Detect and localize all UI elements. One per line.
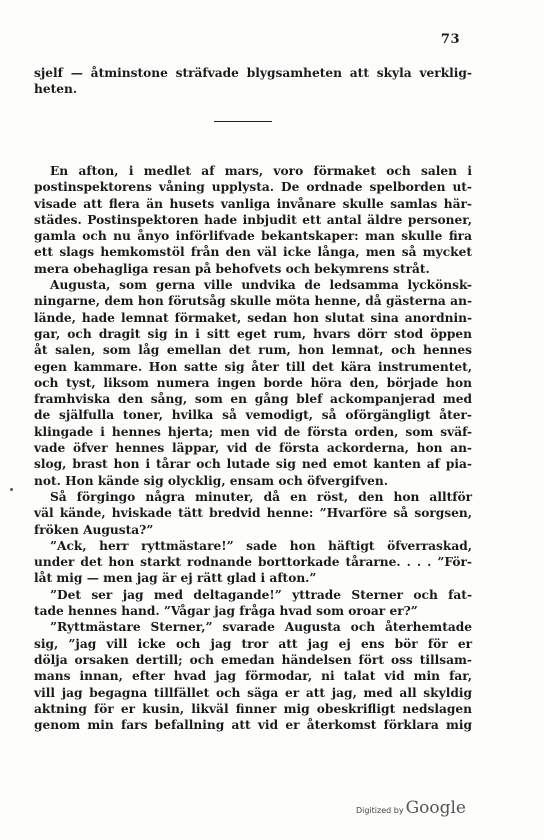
text-line: dölja orsaken dertill; och emedan händelsen fört oss tillsam-	[34, 652, 472, 667]
text-line: framhviska den sång, som en gång blef ackompanjerad med	[34, 392, 472, 407]
text-line: städes. Postinspektoren hade inbjudit ett antal äldre personer,	[34, 212, 472, 227]
text-line: under det hon starkt rodnande borttorkade tårarne. . . . ”För-	[34, 555, 472, 570]
margin-mark	[10, 488, 13, 491]
google-logo: Google	[405, 798, 466, 818]
text-line: väl kände, hviskade tätt bredvid henne: ”Hvarföre så sorgsen,	[34, 506, 472, 521]
text-line: not. Hon kände sig olycklig, ensam och öfvergifven.	[34, 473, 388, 488]
text-line: tade hennes hand. ”Vågar jag fråga hvad som oroar er?”	[34, 604, 418, 619]
text-line: postinspektorens våning upplysta. De ordnade spelborden ut-	[34, 180, 472, 195]
text-line: lände, hade lemnat förmaket, sedan hon slutat sina anordnin-	[34, 310, 472, 325]
text-line: vill jag begagna tillfället och säga er att jag, med all skyldig	[34, 685, 472, 700]
text-line: Augusta, som gerna ville undvika de ledsamma lyckönsk-	[50, 278, 472, 293]
text-line: ”Det ser jag med deltagande!” yttrade Sterner och fat-	[50, 587, 472, 602]
text-line: mans innan, efter hvad jag förmodar, ni talat vid min far,	[34, 669, 472, 684]
top-paragraph	[34, 65, 472, 98]
text-line: visade att flera än husets vanliga invånare skulle samlas här-	[34, 196, 472, 211]
digitized-by-google-watermark	[356, 798, 466, 818]
main-text	[34, 163, 472, 733]
text-line: ningarne, dem hon förutsåg skulle möta henne, då gästerna an-	[34, 294, 472, 309]
text-line: slog, brast hon i tårar och lutade sig ned emot kanten af pia-	[34, 457, 472, 472]
text-line: fröken Augusta?”	[34, 522, 154, 537]
text-line: mera obehagliga resan på behofvets och bekymrens stråt.	[34, 261, 430, 276]
text-line: vade öfver hennes läppar, vid de första ackorderna, hon an-	[34, 441, 472, 456]
text-line: heten.	[34, 82, 78, 97]
text-line: Så förgingo några minuter, då en röst, den hon alltför	[50, 489, 472, 504]
text-line: sjelf — åtminstone sträfvade blygsamheten att skyla verklig-	[34, 66, 472, 80]
section-divider	[214, 121, 272, 122]
text-line: gamla och nu ånyo införlifvade bekantskaper: man skulle fira	[34, 229, 472, 244]
text-line: genom min fars befallning att vid er återkomst förklara mig	[34, 718, 472, 733]
text-line: ”Ryttmästare Sterner,” svarade Augusta och återhemtade	[50, 620, 472, 635]
text-line: aktning för er kusin, likväl finner mig obeskrifligt nedslagen	[34, 701, 472, 716]
page-number: 73	[440, 32, 460, 47]
text-line: En afton, i medlet af mars, voro förmaket och salen i	[50, 164, 472, 178]
text-line: de själfulla toner, hvilka så vemodigt, så oförgängligt åter-	[34, 408, 472, 423]
text-line: ”Ack, herr ryttmästare!” sade hon häftigt öfverraskad,	[50, 538, 472, 553]
text-line: ett slags hemkomstöl från den väl icke långa, men så mycket	[34, 245, 472, 260]
text-line: låt mig — men jag är ej rätt glad i afton.”	[34, 571, 317, 586]
text-line: egen kammare. Hon satte sig åter till det kära instrumentet,	[34, 359, 472, 374]
digitized-by-label: Digitized by	[355, 806, 404, 815]
text-line: gar, och dragit sig in i sitt eget rum, hvars dörr stod öppen	[34, 326, 472, 341]
text-line: och tyst, liksom numera ingen borde höra den, började hon	[34, 375, 472, 390]
text-line: sig, ”jag vill icke och jag tror att jag ej ens bör för er	[34, 636, 472, 651]
text-line: åt salen, som låg emellan det rum, hon lemnat, och hennes	[34, 343, 472, 358]
text-line: klingade i hennes hjerta; men vid de första orden, som sväf-	[34, 424, 472, 439]
